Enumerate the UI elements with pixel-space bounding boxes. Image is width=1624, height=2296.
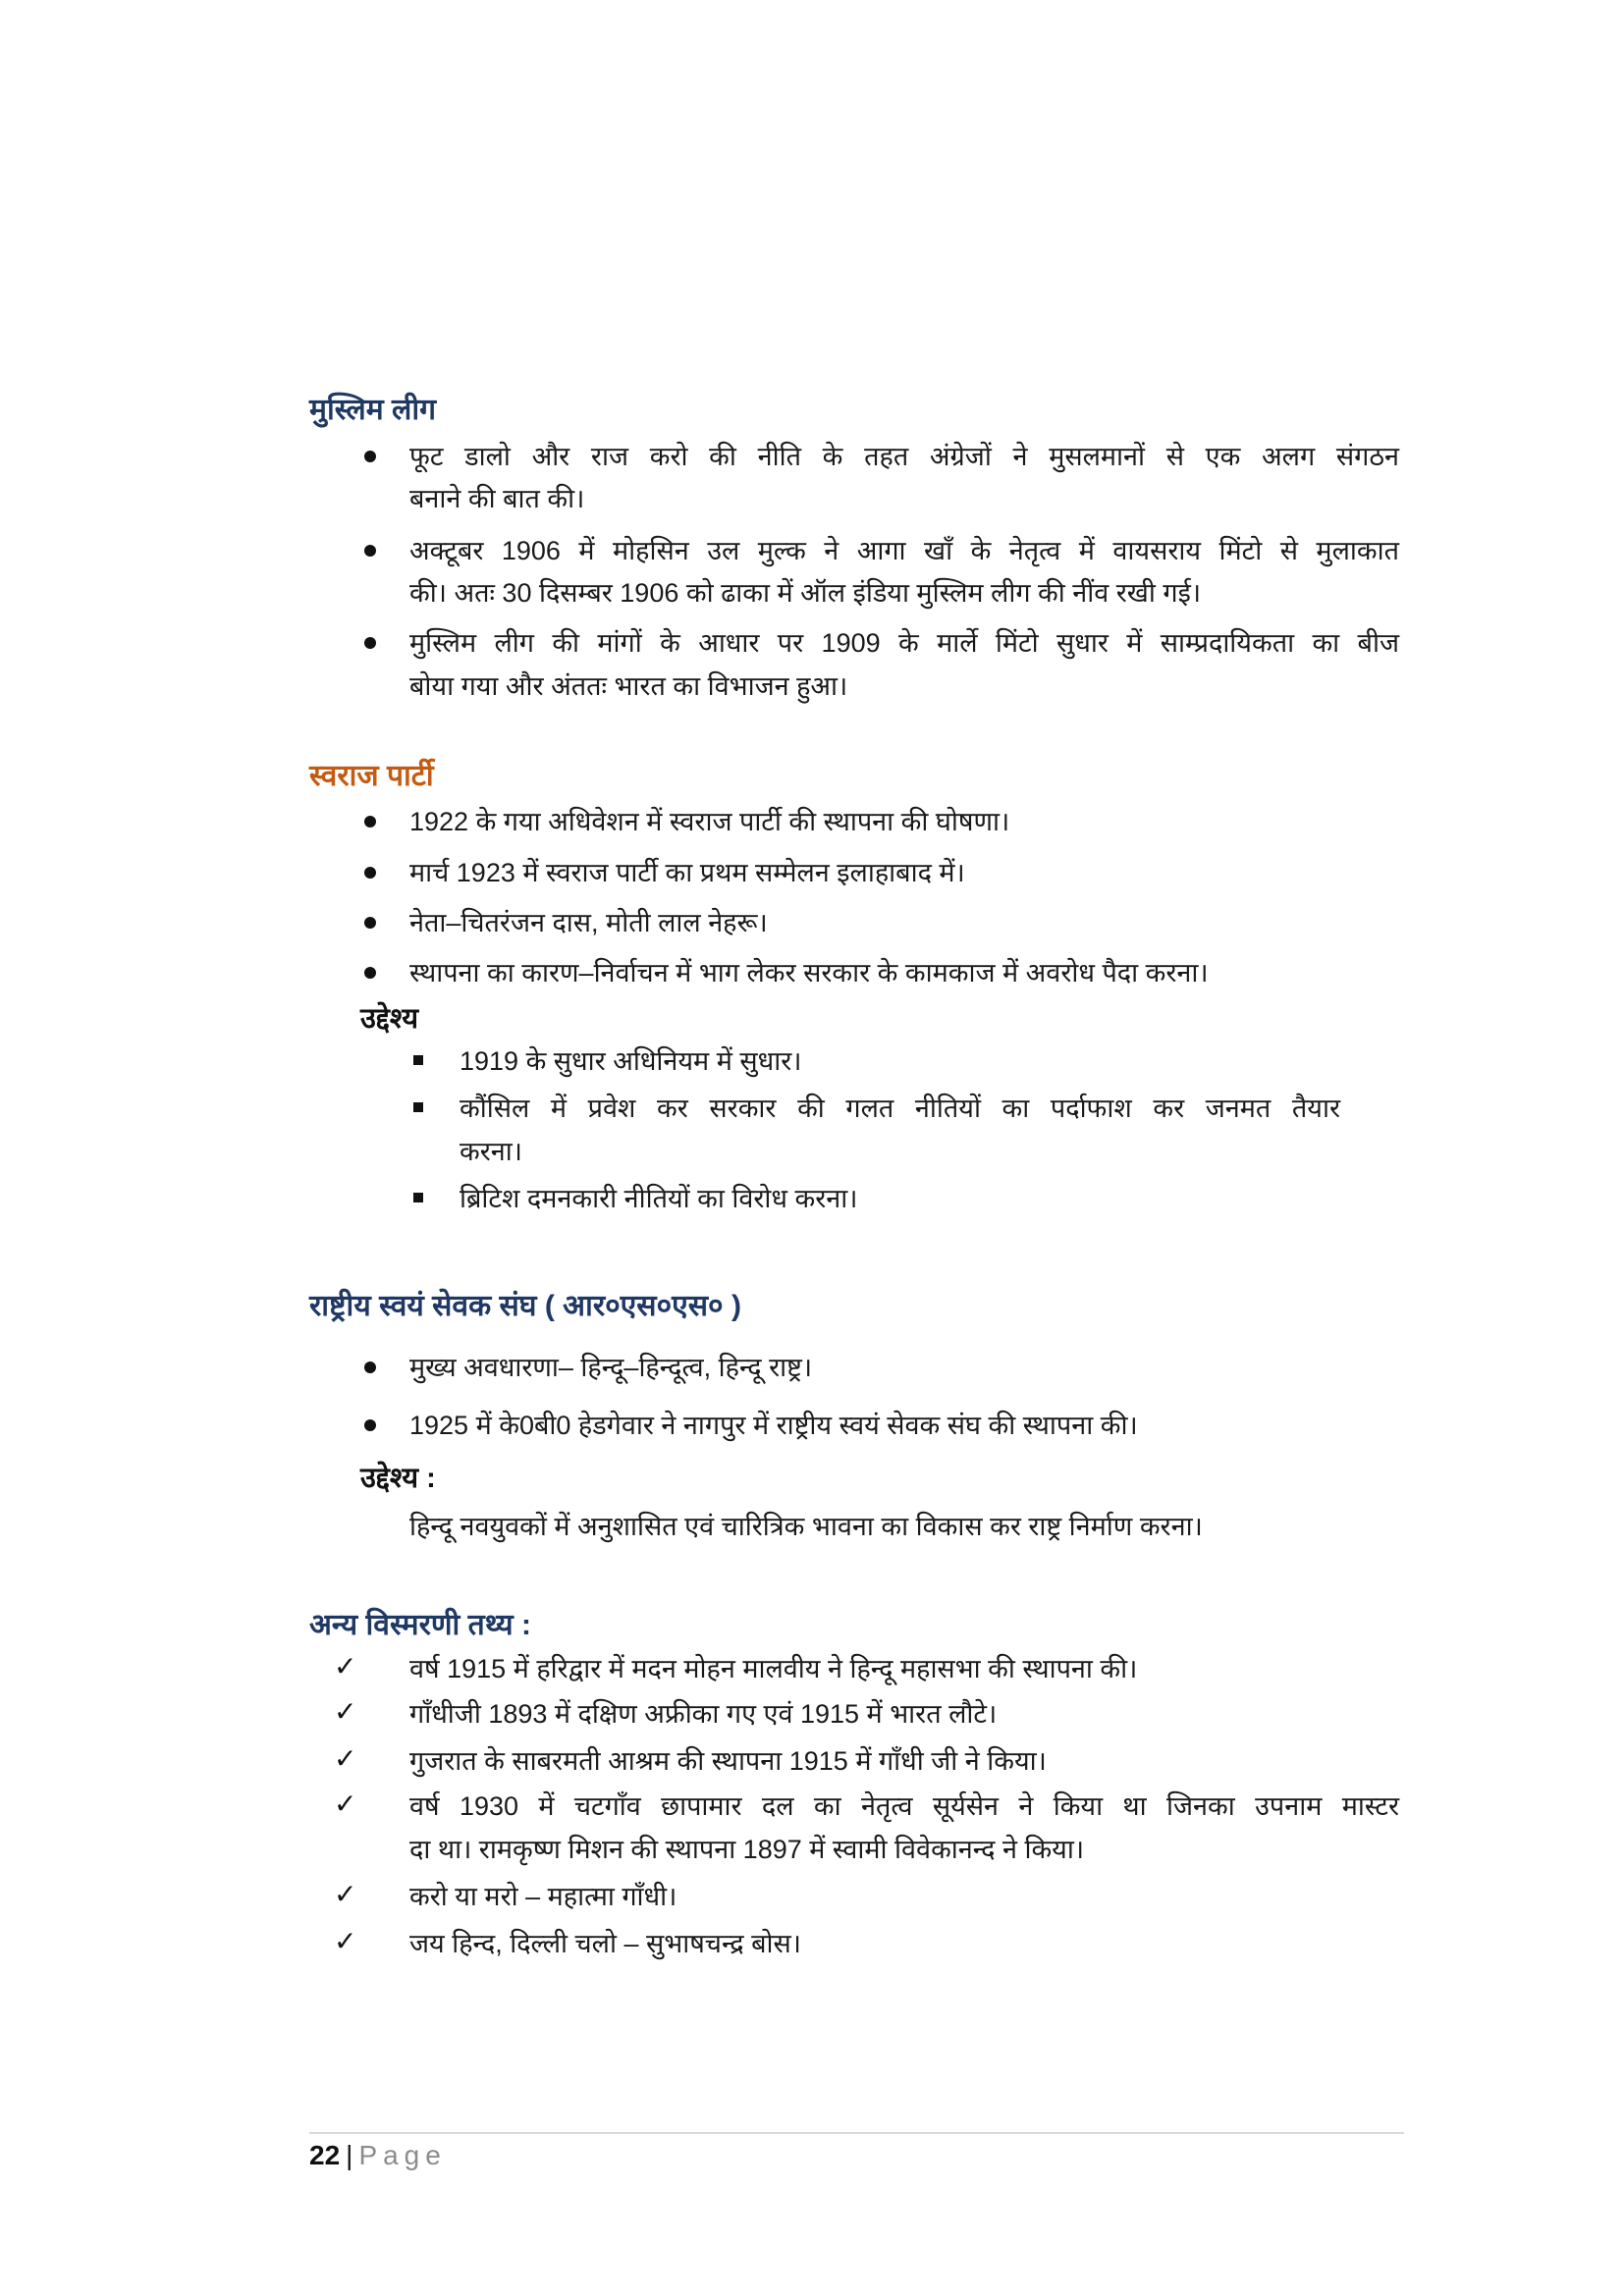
bullet-icon [364,816,376,828]
objective-item: 1919 के सुधार अधिनियम में सुधार। [460,1046,802,1076]
objective-item-line: कौंसिल में प्रवेश कर सरकार की गलत नीतियों का पर्दाफाश कर जनमत तैयार [460,1094,1340,1123]
page-separator: | [346,2140,353,2170]
list-item: मार्च 1923 में स्वराज पार्टी का प्रथम सम्मेलन इलाहाबाद में। [409,858,965,887]
bullet-icon [364,867,376,879]
subheading-objective: उद्देश्य : [360,1463,436,1494]
fact-item: जय हिन्द, दिल्ली चलो – सुभाषचन्द्र बोस। [409,1929,802,1958]
objective-item: ब्रिटिश दमनकारी नीतियों का विरोध करना। [460,1184,858,1213]
list-item: स्थापना का कारण–निर्वाचन में भाग लेकर सरकार के कामकाज में अवरोध पैदा करना। [409,958,1209,988]
page-number: 22 [309,2140,341,2170]
fact-item-line: दा था। रामकृष्ण मिशन की स्थापना 1897 में स्वामी विवेकानन्द ने किया। [409,1835,1085,1864]
fact-item: वर्ष 1915 में हरिद्वार में मदन मोहन मालवीय ने हिन्दू महासभा की स्थापना की। [409,1654,1138,1683]
fact-item: गाँधीजी 1893 में दक्षिण अफ्रीका गए एवं 1915 में भारत लौटे। [409,1699,998,1729]
heading-rss: राष्ट्रीय स्वयं सेवक संघ ( आर०एस०एस० ) [309,1290,741,1322]
subheading-objective: उद्देश्य [360,1003,419,1035]
bullet-icon [364,917,376,929]
fact-item: गुजरात के साबरमती आश्रम की स्थापना 1915 में गाँधी जी ने किया। [409,1746,1047,1776]
bullet-icon [364,545,376,557]
heading-other-facts: अन्य विस्मरणी तथ्य : [309,1609,532,1641]
checkmark-icon: ✓ [334,1926,357,1956]
list-item: 1925 में के0बी0 हेडगेवार ने नागपुर में राष्ट्रीय स्वयं सेवक संघ की स्थापना की। [409,1411,1138,1440]
heading-swaraj-party: स्वराज पार्टी [309,760,434,792]
square-bullet-icon [413,1102,423,1112]
page-label: Page [358,2140,447,2170]
square-bullet-icon [413,1193,423,1202]
checkmark-icon: ✓ [334,1696,357,1727]
bullet-icon [364,637,376,649]
list-item-line: फूट डालो और राज करो की नीति के तहत अंग्रेजों ने मुसलमानों से एक अलग संगठन [409,442,1399,471]
list-item-line: मुस्लिम लीग की मांगों के आधार पर 1909 के मार्ले मिंटो सुधार में साम्प्रदायिकता का बीज [409,628,1399,658]
objective-text: हिन्दू नवयुवकों में अनुशासित एवं चारित्रिक भावना का विकास कर राष्ट्र निर्माण करना। [409,1512,1203,1541]
list-item: नेता–चितरंजन दास, मोती लाल नेहरू। [409,908,768,937]
list-item: मुख्य अवधारणा– हिन्दू–हिन्दूत्व, हिन्दू राष्ट्र। [409,1353,813,1382]
bullet-icon [364,967,376,979]
list-item-line: बोया गया और अंततः भारत का विभाजन हुआ। [409,671,848,701]
bullet-icon [364,1362,376,1373]
square-bullet-icon [413,1055,423,1065]
list-item: 1922 के गया अधिवेशन में स्वराज पार्टी की स्थापना की घोषणा। [409,807,1010,836]
bullet-icon [364,451,376,462]
list-item-line: बनाने की बात की। [409,484,585,513]
bullet-icon [364,1419,376,1431]
heading-muslim-league: मुस्लिम लीग [309,394,436,426]
page-footer [309,2140,447,2171]
objective-item-line: करना। [460,1137,522,1166]
list-item-line: अक्टूबर 1906 में मोहसिन उल मुल्क ने आगा खाँ के नेतृत्व में वायसराय मिंटो से मुलाकात [409,536,1399,565]
fact-item-line: वर्ष 1930 में चटगाँव छापामार दल का नेतृत्व सूर्यसेन ने किया था जिनका उपनाम मास्टर [409,1791,1399,1821]
checkmark-icon: ✓ [334,1651,357,1682]
footer-divider [309,2132,1404,2134]
fact-item: करो या मरो – महात्मा गाँधी। [409,1882,677,1911]
checkmark-icon: ✓ [334,1789,357,1819]
list-item-line: की। अतः 30 दिसम्बर 1906 को ढाका में ऑल इंडिया मुस्लिम लीग की नींव रखी गई। [409,578,1202,608]
checkmark-icon: ✓ [334,1879,357,1909]
checkmark-icon: ✓ [334,1743,357,1774]
